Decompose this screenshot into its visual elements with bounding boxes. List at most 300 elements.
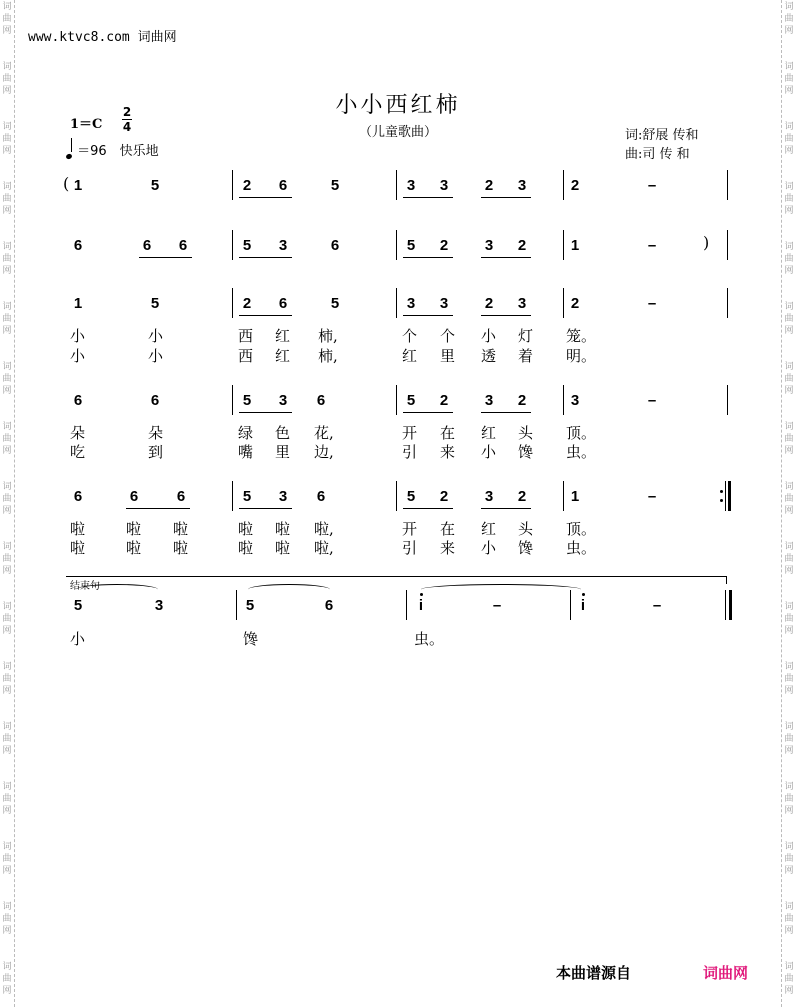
- watermark-glyph: 词: [784, 62, 794, 72]
- tempo-marking: [66, 140, 159, 159]
- note: 3: [484, 237, 494, 254]
- lyric: 虫。: [566, 443, 597, 461]
- ending-bracket-tick: [726, 576, 727, 584]
- lyric: 啦: [126, 520, 142, 538]
- lyric: 虫。: [566, 539, 597, 557]
- repeat-open-paren: (: [63, 174, 70, 193]
- lyric: 啦: [126, 539, 142, 557]
- lyric: 透: [481, 347, 497, 365]
- lyric: 引: [402, 539, 418, 557]
- eighth-underline: [239, 197, 292, 198]
- note: 3: [154, 597, 164, 614]
- watermark-glyph: 网: [2, 626, 12, 636]
- lyric: 头: [518, 520, 534, 538]
- watermark-glyph: 词: [784, 482, 794, 492]
- note: 2: [439, 392, 449, 409]
- watermark-glyph: 词: [2, 662, 12, 672]
- eighth-underline: [481, 412, 531, 413]
- lyric: 啦: [173, 520, 189, 538]
- watermark-glyph: 词: [2, 542, 12, 552]
- watermark-glyph: 网: [2, 26, 12, 36]
- note: 2: [484, 295, 494, 312]
- bar-line: [396, 288, 397, 318]
- watermark-glyph: 网: [784, 686, 794, 696]
- watermark-glyph: 网: [2, 326, 12, 336]
- watermark-glyph: 曲: [784, 974, 794, 984]
- lyric: 柿,: [318, 327, 338, 345]
- watermark-glyph: 网: [784, 806, 794, 816]
- bar-line: [725, 481, 726, 511]
- lyric: 顶。: [566, 520, 597, 538]
- watermark-glyph: 网: [2, 686, 12, 696]
- note: 3: [278, 237, 288, 254]
- note: 2: [242, 177, 252, 194]
- lyric: 馋: [243, 630, 259, 648]
- dash: –: [647, 392, 657, 409]
- watermark-glyph: 曲: [2, 314, 12, 324]
- watermark-glyph: 曲: [2, 914, 12, 924]
- note: 6: [330, 237, 340, 254]
- bar-line: [563, 288, 564, 318]
- watermark-glyph: 网: [2, 386, 12, 396]
- watermark-glyph: 网: [2, 866, 12, 876]
- note: 6: [278, 295, 288, 312]
- note: 3: [484, 392, 494, 409]
- watermark-glyph: 网: [2, 86, 12, 96]
- note: 3: [570, 392, 580, 409]
- eighth-underline: [403, 412, 453, 413]
- watermark-glyph: 词: [784, 122, 794, 132]
- end-repeat-bar: [728, 481, 731, 511]
- octave-dot: [582, 593, 585, 596]
- watermark-glyph: 网: [2, 926, 12, 936]
- note: 6: [142, 237, 152, 254]
- watermark-glyph: 网: [784, 86, 794, 96]
- watermark-glyph: 词: [784, 182, 794, 192]
- watermark-glyph: 网: [784, 506, 794, 516]
- bar-line: [232, 170, 233, 200]
- watermark-glyph: 曲: [2, 674, 12, 684]
- repeat-close-paren: ): [703, 233, 710, 252]
- note: 5: [73, 597, 83, 614]
- watermark-glyph: 词: [784, 242, 794, 252]
- watermark-glyph: 曲: [784, 734, 794, 744]
- lyric: 啦,: [314, 520, 334, 538]
- watermark-glyph: 网: [784, 206, 794, 216]
- note: 1: [570, 488, 580, 505]
- note-stem: [71, 138, 72, 152]
- lyric: 啦: [173, 539, 189, 557]
- eighth-underline: [481, 257, 531, 258]
- watermark-glyph: 词: [784, 302, 794, 312]
- lyric: 着: [518, 347, 534, 365]
- watermark-glyph: 网: [784, 626, 794, 636]
- note: 6: [73, 488, 83, 505]
- watermark-glyph: 曲: [784, 794, 794, 804]
- watermark-glyph: 词: [2, 722, 12, 732]
- note: 6: [278, 177, 288, 194]
- watermark-glyph: 曲: [784, 374, 794, 384]
- watermark-glyph: 词: [784, 722, 794, 732]
- song-title: 小小西红柿: [335, 93, 461, 118]
- lyric: 吃: [70, 443, 86, 461]
- note: 6: [316, 488, 326, 505]
- lyric: 红: [481, 520, 497, 538]
- lyric: 啦: [275, 539, 291, 557]
- slur: [248, 584, 330, 595]
- composer-credit: 曲:司 传 和: [625, 147, 690, 162]
- bar-line: [232, 385, 233, 415]
- note: 2: [439, 488, 449, 505]
- bar-line: [727, 288, 728, 318]
- ending-label: 结束句: [70, 581, 100, 592]
- watermark-glyph: 曲: [2, 554, 12, 564]
- lyric: 朵: [70, 424, 86, 442]
- note: 5: [242, 488, 252, 505]
- watermark-glyph: 词: [2, 302, 12, 312]
- eighth-underline: [403, 508, 453, 509]
- watermark-glyph: 曲: [784, 914, 794, 924]
- meter-bottom: 4: [122, 120, 132, 134]
- lyric: 开: [402, 520, 418, 538]
- lyric: 啦: [238, 520, 254, 538]
- watermark-glyph: 曲: [784, 194, 794, 204]
- note: 6: [129, 488, 139, 505]
- watermark-glyph: 网: [2, 146, 12, 156]
- watermark-glyph: 词: [784, 842, 794, 852]
- lyric: 馋: [518, 539, 534, 557]
- watermark-glyph: 网: [784, 866, 794, 876]
- lyric: 绿: [238, 424, 254, 442]
- lyric: 个: [440, 327, 456, 345]
- note: 3: [517, 295, 527, 312]
- eighth-underline: [239, 508, 292, 509]
- note: 6: [73, 237, 83, 254]
- right-watermark-strip: [781, 0, 796, 1007]
- watermark-glyph: 曲: [2, 434, 12, 444]
- watermark-glyph: 曲: [784, 74, 794, 84]
- bar-line: [236, 590, 237, 620]
- eighth-underline: [239, 412, 292, 413]
- note: 2: [439, 237, 449, 254]
- watermark-glyph: 词: [2, 242, 12, 252]
- eighth-underline: [239, 257, 292, 258]
- note-high: i: [418, 597, 424, 614]
- lyric: 柿,: [318, 347, 338, 365]
- watermark-glyph: 曲: [784, 674, 794, 684]
- watermark-glyph: 词: [784, 782, 794, 792]
- watermark-glyph: 曲: [2, 374, 12, 384]
- watermark-glyph: 网: [784, 566, 794, 576]
- lyric: 西: [238, 327, 254, 345]
- note-high: i: [580, 597, 586, 614]
- note: 6: [324, 597, 334, 614]
- tempo-text: ＝96 快乐地: [77, 144, 159, 159]
- watermark-glyph: 网: [2, 206, 12, 216]
- note: 1: [73, 177, 83, 194]
- note: 5: [406, 488, 416, 505]
- bar-line: [727, 230, 728, 260]
- lyric: 在: [440, 424, 456, 442]
- bar-line: [232, 481, 233, 511]
- watermark-glyph: 曲: [784, 254, 794, 264]
- note: 2: [570, 295, 580, 312]
- note: 2: [517, 392, 527, 409]
- watermark-glyph: 网: [2, 566, 12, 576]
- bar-line: [396, 385, 397, 415]
- lyric: 头: [518, 424, 534, 442]
- lyric: 朵: [148, 424, 164, 442]
- octave-dot: [420, 593, 423, 596]
- lyric: 边,: [314, 443, 334, 461]
- watermark-glyph: 网: [784, 326, 794, 336]
- note: 3: [517, 177, 527, 194]
- watermark-glyph: 曲: [784, 134, 794, 144]
- eighth-underline: [239, 315, 292, 316]
- watermark-glyph: 网: [2, 506, 12, 516]
- note: 2: [242, 295, 252, 312]
- watermark-glyph: 词: [2, 62, 12, 72]
- watermark-glyph: 曲: [784, 14, 794, 24]
- watermark-glyph: 网: [2, 746, 12, 756]
- note: 5: [242, 237, 252, 254]
- note: 6: [316, 392, 326, 409]
- watermark-glyph: 词: [2, 482, 12, 492]
- lyric: 啦,: [314, 539, 334, 557]
- lyric: 西: [238, 347, 254, 365]
- note: 3: [278, 392, 288, 409]
- eighth-underline: [139, 257, 192, 258]
- lyric: 嘴: [238, 443, 254, 461]
- footer-brand-link[interactable]: 词曲网: [703, 964, 749, 982]
- dash: –: [647, 295, 657, 312]
- lyric: 引: [402, 443, 418, 461]
- watermark-glyph: 曲: [2, 134, 12, 144]
- time-signature: [122, 106, 132, 133]
- note: 5: [406, 237, 416, 254]
- note: 2: [570, 177, 580, 194]
- bar-line: [563, 481, 564, 511]
- watermark-glyph: 词: [2, 182, 12, 192]
- watermark-glyph: 词: [784, 2, 794, 12]
- lyric: 来: [440, 539, 456, 557]
- lyric: 灯: [518, 327, 534, 345]
- note: 5: [330, 295, 340, 312]
- meter-top: 2: [122, 105, 132, 119]
- note: 6: [176, 488, 186, 505]
- lyric: 红: [481, 424, 497, 442]
- dash: –: [492, 597, 502, 614]
- lyric: 小: [70, 327, 86, 345]
- watermark-glyph: 曲: [2, 254, 12, 264]
- repeat-dot: [720, 490, 723, 493]
- note: 6: [150, 392, 160, 409]
- lyric: 小: [148, 347, 164, 365]
- dash: –: [647, 488, 657, 505]
- watermark-glyph: 曲: [2, 794, 12, 804]
- watermark-glyph: 词: [2, 782, 12, 792]
- lyric: 小: [481, 443, 497, 461]
- lyric: 笼。: [566, 327, 597, 345]
- ending-bracket-line: [66, 576, 726, 577]
- note: 5: [406, 392, 416, 409]
- watermark-glyph: 曲: [784, 434, 794, 444]
- lyric: 色: [275, 424, 291, 442]
- note: 5: [150, 177, 160, 194]
- note: 1: [570, 237, 580, 254]
- watermark-glyph: 曲: [784, 314, 794, 324]
- bar-line: [727, 170, 728, 200]
- bar-line: [396, 170, 397, 200]
- tie: [421, 584, 581, 595]
- eighth-underline: [126, 508, 190, 509]
- eighth-underline: [403, 315, 453, 316]
- note: 1: [73, 295, 83, 312]
- site-url[interactable]: www.ktvc8.com 词曲网: [28, 30, 177, 45]
- watermark-glyph: 词: [2, 422, 12, 432]
- dash: –: [647, 237, 657, 254]
- bar-line: [563, 170, 564, 200]
- bar-line: [570, 590, 571, 620]
- watermark-glyph: 词: [784, 362, 794, 372]
- lyric: 到: [148, 443, 164, 461]
- eighth-underline: [403, 197, 453, 198]
- watermark-glyph: 网: [2, 806, 12, 816]
- watermark-glyph: 曲: [784, 614, 794, 624]
- lyric: 馋: [518, 443, 534, 461]
- watermark-glyph: 网: [784, 146, 794, 156]
- watermark-glyph: 词: [784, 602, 794, 612]
- watermark-glyph: 网: [784, 926, 794, 936]
- watermark-glyph: 曲: [2, 194, 12, 204]
- watermark-glyph: 曲: [2, 74, 12, 84]
- watermark-glyph: 词: [2, 602, 12, 612]
- lyric: 小: [148, 327, 164, 345]
- note: 3: [278, 488, 288, 505]
- bar-line: [232, 230, 233, 260]
- eighth-underline: [481, 197, 531, 198]
- watermark-glyph: 曲: [2, 14, 12, 24]
- lyric: 啦: [238, 539, 254, 557]
- bar-line: [396, 481, 397, 511]
- watermark-glyph: 词: [784, 422, 794, 432]
- lyric: 红: [402, 347, 418, 365]
- lyric: 顶。: [566, 424, 597, 442]
- watermark-glyph: 网: [784, 746, 794, 756]
- quarter-note-icon: [65, 153, 72, 160]
- lyric: 小: [70, 630, 86, 648]
- watermark-glyph: 网: [784, 446, 794, 456]
- lyric: 红: [275, 327, 291, 345]
- eighth-underline: [481, 508, 531, 509]
- note: 3: [439, 177, 449, 194]
- bar-line: [232, 288, 233, 318]
- final-bar: [729, 590, 732, 620]
- watermark-glyph: 曲: [2, 494, 12, 504]
- note: 5: [245, 597, 255, 614]
- bar-line: [563, 385, 564, 415]
- song-subtitle: （儿童歌曲）: [358, 125, 437, 140]
- watermark-glyph: 网: [784, 266, 794, 276]
- slur: [76, 584, 158, 595]
- note: 3: [406, 177, 416, 194]
- lyric: 啦: [275, 520, 291, 538]
- watermark-glyph: 曲: [2, 614, 12, 624]
- note: 5: [150, 295, 160, 312]
- lyric: 小: [70, 347, 86, 365]
- watermark-glyph: 网: [2, 446, 12, 456]
- lyric: 花,: [314, 424, 334, 442]
- watermark-glyph: 网: [2, 986, 12, 996]
- watermark-glyph: 曲: [2, 854, 12, 864]
- watermark-glyph: 网: [2, 266, 12, 276]
- lyric: 虫。: [414, 630, 445, 648]
- watermark-glyph: 曲: [2, 734, 12, 744]
- watermark-glyph: 曲: [2, 974, 12, 984]
- note: 6: [178, 237, 188, 254]
- lyric: 啦: [70, 539, 86, 557]
- note: 2: [517, 237, 527, 254]
- watermark-glyph: 词: [2, 2, 12, 12]
- watermark-glyph: 词: [784, 662, 794, 672]
- note: 2: [517, 488, 527, 505]
- watermark-glyph: 网: [784, 386, 794, 396]
- bar-line: [396, 230, 397, 260]
- lyricist-credit: 词:舒展 传和: [625, 128, 699, 143]
- watermark-glyph: 词: [784, 902, 794, 912]
- note: 3: [484, 488, 494, 505]
- lyric: 小: [481, 327, 497, 345]
- watermark-glyph: 词: [784, 962, 794, 972]
- dash: –: [652, 597, 662, 614]
- watermark-glyph: 词: [2, 842, 12, 852]
- dash: –: [647, 177, 657, 194]
- note: 5: [242, 392, 252, 409]
- lyric: 来: [440, 443, 456, 461]
- eighth-underline: [481, 315, 531, 316]
- watermark-glyph: 词: [784, 542, 794, 552]
- note: 3: [439, 295, 449, 312]
- watermark-glyph: 词: [2, 362, 12, 372]
- lyric: 红: [275, 347, 291, 365]
- repeat-dot: [720, 499, 723, 502]
- footer-source: 本曲谱源自: [556, 964, 632, 982]
- note: 6: [73, 392, 83, 409]
- watermark-glyph: 网: [784, 26, 794, 36]
- lyric: 在: [440, 520, 456, 538]
- lyric: 啦: [70, 520, 86, 538]
- watermark-glyph: 曲: [784, 554, 794, 564]
- bar-line: [563, 230, 564, 260]
- watermark-glyph: 词: [2, 902, 12, 912]
- lyric: 明。: [566, 347, 597, 365]
- watermark-glyph: 曲: [784, 494, 794, 504]
- eighth-underline: [403, 257, 453, 258]
- note: 3: [406, 295, 416, 312]
- lyric: 里: [440, 347, 456, 365]
- watermark-glyph: 网: [784, 986, 794, 996]
- lyric: 小: [481, 539, 497, 557]
- lyric: 开: [402, 424, 418, 442]
- key-signature: 1＝C: [70, 117, 103, 132]
- watermark-glyph: 词: [2, 962, 12, 972]
- watermark-glyph: 词: [2, 122, 12, 132]
- lyric: 里: [275, 443, 291, 461]
- bar-line: [725, 590, 726, 620]
- note: 2: [484, 177, 494, 194]
- note: 5: [330, 177, 340, 194]
- lyric: 个: [402, 327, 418, 345]
